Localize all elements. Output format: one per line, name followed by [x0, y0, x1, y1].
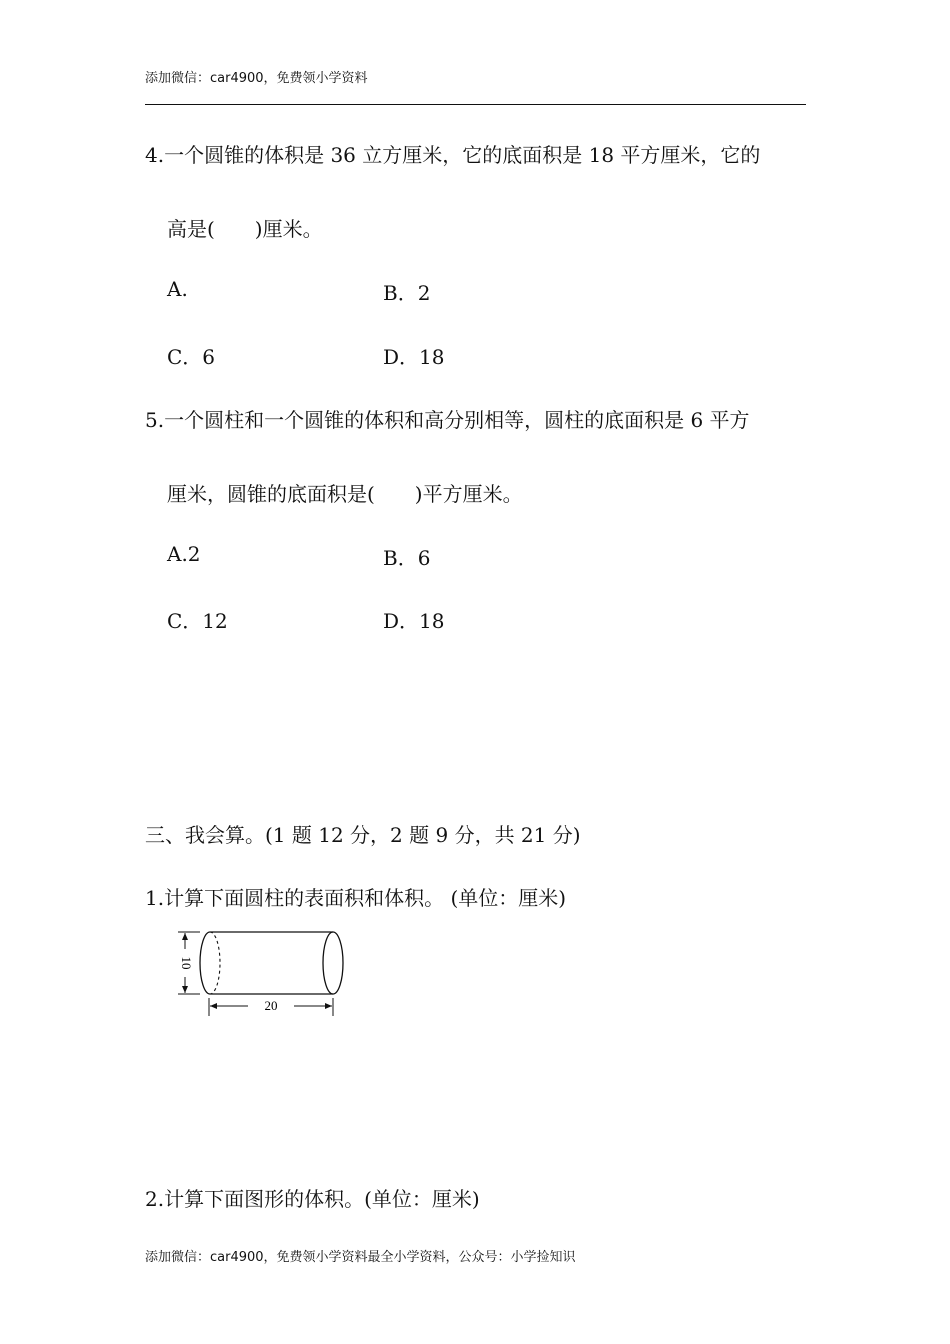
q5-line2: 厘米，圆锥的底面积是( )平方厘米。 [167, 482, 523, 506]
q5-option-a: A.2 [167, 542, 201, 566]
q4-option-c: C．6 [167, 345, 216, 369]
q5-option-d: D．18 [383, 609, 445, 633]
s3-problem1-text: 1.计算下面圆柱的表面积和体积。 (单位：厘米) [145, 886, 567, 910]
arrow-up-icon [182, 933, 188, 940]
q5-line1: 5.一个圆柱和一个圆锥的体积和高分别相等，圆柱的底面积是 6 平方 [145, 408, 750, 432]
diameter-label: 10 [179, 956, 195, 970]
cylinder-left-end-hidden [210, 932, 220, 994]
cylinder-left-end-front [200, 932, 210, 994]
header-rule [145, 104, 806, 105]
q4-option-d: D．18 [383, 345, 445, 369]
page-footer: 添加微信：car4900，免费领小学资料最全小学资料，公众号：小学捡知识 [145, 1250, 576, 1265]
q4-line1: 4.一个圆锥的体积是 36 立方厘米，它的底面积是 18 平方厘米，它的 [145, 143, 761, 167]
length-label: 20 [264, 997, 278, 1013]
arrow-down-icon [182, 986, 188, 993]
q4-option-a: A. [167, 277, 188, 301]
q5-option-c: C．12 [167, 609, 228, 633]
arrow-right-icon [325, 1003, 332, 1009]
page-header: 添加微信：car4900，免费领小学资料 [145, 71, 368, 86]
section3-title: 三、我会算。(1 题 12 分，2 题 9 分，共 21 分) [145, 823, 581, 847]
q4-line2: 高是( )厘米。 [167, 217, 323, 241]
arrow-left-icon [210, 1003, 217, 1009]
q5-option-b: B．6 [383, 546, 431, 570]
q4-option-b: B．2 [383, 281, 431, 305]
cylinder-right-end [323, 932, 343, 994]
s3-problem2-text: 2.计算下面图形的体积。(单位：厘米) [145, 1187, 480, 1211]
cylinder-figure [170, 922, 350, 1018]
